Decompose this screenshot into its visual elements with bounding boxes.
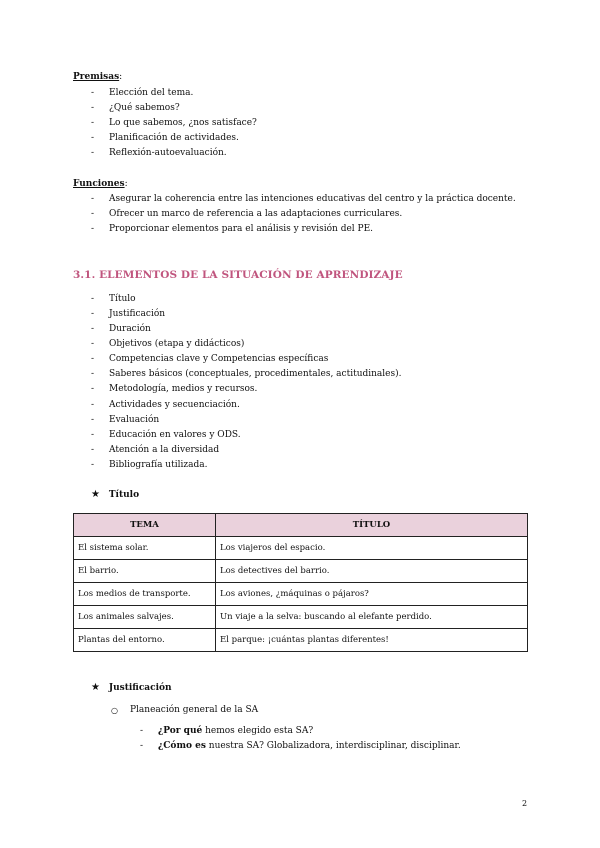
list-dash: - — [91, 103, 95, 113]
list-dash: - — [91, 224, 95, 234]
table-cell-titulo: Un viaje a la selva: buscando al elefante perdido. — [216, 606, 528, 629]
premisas-colon: : — [119, 72, 123, 82]
elemento-item: Objetivos (etapa y didácticos) — [109, 339, 245, 349]
table-header-titulo: TÍTULO — [216, 514, 528, 537]
list-dash: - — [91, 369, 95, 379]
section-heading: 3.1. ELEMENTOS DE LA SITUACIÓN DE APRENDIZAJE — [73, 269, 403, 281]
list-item — [91, 325, 94, 334]
list-item — [91, 416, 94, 425]
funciones-label: Funciones — [73, 179, 125, 189]
list-dash: - — [91, 354, 95, 364]
list-dash: - — [91, 430, 95, 440]
list-item — [91, 149, 94, 158]
list-dash: - — [91, 339, 95, 349]
list-item — [91, 355, 94, 364]
table-row — [74, 537, 528, 560]
elemento-item: Metodología, medios y recursos. — [109, 384, 258, 394]
table-row — [74, 606, 528, 629]
list-dash: - — [91, 460, 95, 470]
list-item — [91, 195, 94, 204]
justificacion-section-label: Justificación — [108, 683, 172, 693]
funciones-colon: : — [124, 179, 128, 189]
list-item — [91, 225, 94, 234]
list-dash: - — [91, 209, 95, 219]
table-header-row — [74, 514, 528, 537]
list-dash: - — [91, 324, 95, 334]
page-number: 2 — [522, 799, 528, 808]
table-row — [74, 629, 528, 652]
table-cell-titulo: Los detectives del barrio. — [216, 560, 528, 583]
premisas-label: Premisas — [73, 72, 120, 82]
list-item — [91, 310, 94, 319]
premisas-item: Reflexión-autoevaluación. — [109, 148, 227, 158]
elemento-item: Saberes básicos (conceptuales, procedimentales, actitudinales). — [109, 369, 402, 379]
list-dash: - — [91, 133, 95, 143]
premisas-heading — [73, 73, 122, 82]
list-dash: - — [91, 400, 95, 410]
table-cell-tema: Los animales salvajes. — [74, 606, 216, 629]
list-item — [91, 210, 94, 219]
list-item — [91, 401, 94, 410]
funciones-item: Proporcionar elementos para el análisis y revisión del PE. — [109, 224, 374, 234]
list-dash: - — [91, 88, 95, 98]
titulo-section-label: Título — [108, 490, 140, 500]
star-icon: ★ — [91, 489, 100, 500]
funciones-item: Asegurar la coherencia entre las intenciones educativas del centro y la práctica docente. — [109, 194, 516, 204]
list-dash: - — [91, 415, 95, 425]
elemento-item: Atención a la diversidad — [109, 445, 220, 455]
table-cell-titulo: Los aviones, ¿máquinas o pájaros? — [216, 583, 528, 606]
titulo-section-heading — [91, 490, 139, 500]
table-cell-titulo: Los viajeros del espacio. — [216, 537, 528, 560]
planeacion-label: Planeación general de la SA — [130, 705, 259, 715]
sub-item-text: hemos elegido esta SA? — [202, 726, 314, 736]
elemento-item: Evaluación — [109, 415, 160, 425]
table-header-tema: TEMA — [74, 514, 216, 537]
table-cell-tema: Los medios de transporte. — [74, 583, 216, 606]
circle-bullet-icon: ○ — [111, 706, 118, 715]
table-cell-titulo: El parque: ¡cuántas plantas diferentes! — [216, 629, 528, 652]
funciones-item: Ofrecer un marco de referencia a las adaptaciones curriculares. — [109, 209, 403, 219]
table-cell-tema: El sistema solar. — [74, 537, 216, 560]
sub-item — [158, 742, 461, 751]
list-dash: - — [91, 194, 95, 204]
list-item — [140, 742, 143, 751]
elemento-item: Título — [109, 294, 136, 304]
sub-item-bold: ¿Por qué — [158, 726, 203, 736]
list-dash: - — [140, 741, 144, 751]
list-item — [91, 104, 94, 113]
justificacion-section-heading — [91, 683, 172, 693]
list-dash: - — [91, 309, 95, 319]
premisas-item: ¿Qué sabemos? — [109, 103, 180, 113]
sub-item-bold: ¿Cómo es — [158, 741, 206, 751]
premisas-item: Lo que sabemos, ¿nos satisface? — [109, 118, 257, 128]
list-item — [91, 295, 94, 304]
table-row — [74, 560, 528, 583]
list-item — [91, 431, 94, 440]
premisas-item: Elección del tema. — [109, 88, 194, 98]
list-item — [91, 134, 94, 143]
elemento-item: Actividades y secuenciación. — [109, 400, 240, 410]
list-item — [140, 727, 143, 736]
elemento-item: Educación en valores y ODS. — [109, 430, 241, 440]
table-cell-tema: El barrio. — [74, 560, 216, 583]
list-dash: - — [91, 118, 95, 128]
list-item — [91, 370, 94, 379]
list-item — [91, 446, 94, 455]
list-dash: - — [91, 294, 95, 304]
list-item — [91, 119, 94, 128]
premisas-item: Planificación de actividades. — [109, 133, 239, 143]
table-cell-tema: Plantas del entorno. — [74, 629, 216, 652]
elemento-item: Competencias clave y Competencias específicas — [109, 354, 329, 364]
sub-item — [158, 727, 313, 736]
list-item — [91, 461, 94, 470]
star-icon: ★ — [91, 682, 100, 693]
table-row — [74, 583, 528, 606]
list-dash: - — [91, 384, 95, 394]
list-item — [91, 385, 94, 394]
tema-titulo-table — [73, 513, 528, 652]
list-dash: - — [140, 726, 144, 736]
list-item — [91, 89, 94, 98]
list-item — [91, 340, 94, 349]
funciones-heading — [73, 180, 128, 189]
list-dash: - — [91, 148, 95, 158]
elemento-item: Bibliografía utilizada. — [109, 460, 208, 470]
elemento-item: Duración — [109, 324, 151, 334]
list-dash: - — [91, 445, 95, 455]
sub-item-text: nuestra SA? Globalizadora, interdisciplinar, disciplinar. — [205, 741, 461, 751]
elemento-item: Justificación — [109, 309, 166, 319]
